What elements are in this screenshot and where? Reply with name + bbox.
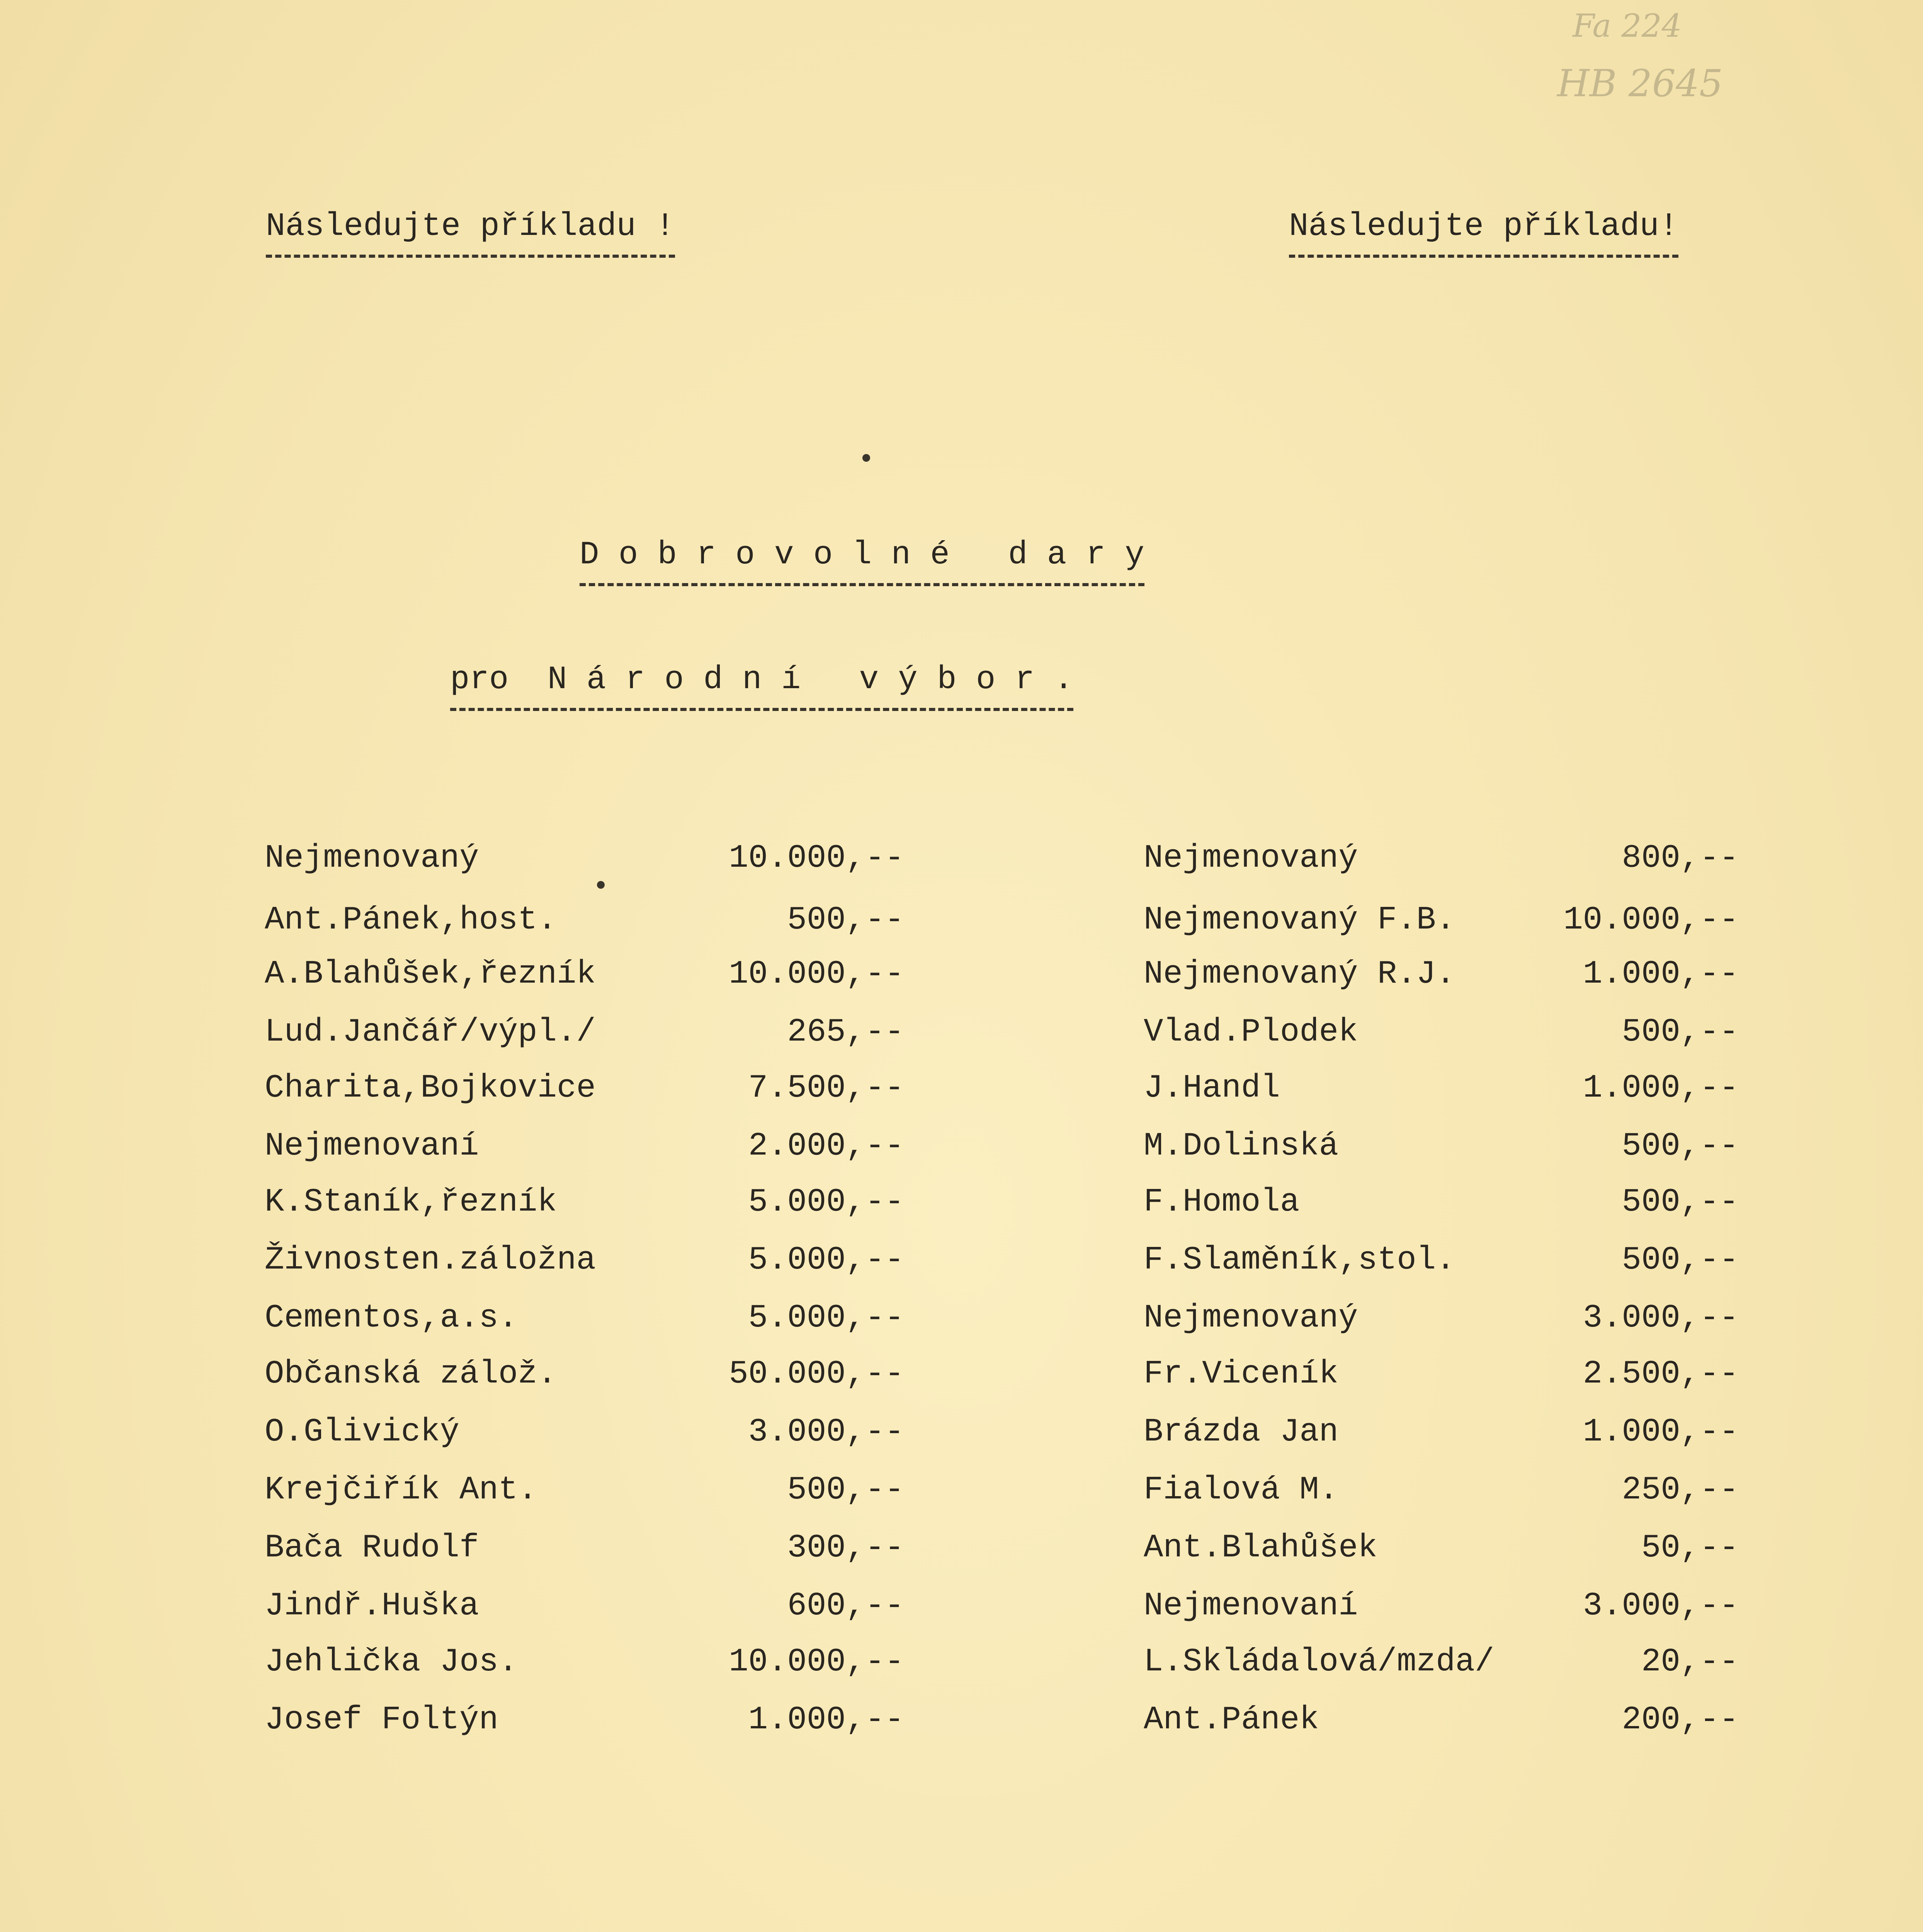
donor-name: Josef Foltýn	[265, 1702, 498, 1738]
donation-amount: 5.000,--	[748, 1300, 904, 1337]
donation-row-right	[0, 1130, 1923, 1165]
donor-name: Brázda Jan	[1144, 1414, 1339, 1451]
donor-name: Fialová M.	[1144, 1472, 1339, 1509]
donor-name: Charita,Bojkovice	[265, 1070, 596, 1107]
donation-amount: 500,--	[787, 902, 904, 939]
donation-amount: 1.000,--	[1583, 956, 1739, 993]
donation-row-right	[0, 1416, 1923, 1451]
donation-row-right	[0, 1016, 1923, 1051]
donation-row-right	[0, 904, 1923, 939]
donation-amount: 300,--	[787, 1530, 904, 1566]
donation-row-right	[0, 1244, 1923, 1279]
donor-name: Nejmenovaný	[1144, 1300, 1358, 1337]
donation-amount: 250,--	[1622, 1472, 1739, 1509]
donation-amount: 500,--	[787, 1472, 904, 1509]
donation-amount: 10.000,--	[729, 840, 904, 877]
donation-row-right	[0, 958, 1923, 993]
donation-amount: 10.000,--	[1563, 902, 1739, 939]
donation-amount: 2.500,--	[1583, 1356, 1739, 1393]
donor-name: Nejmenovaný	[265, 840, 479, 877]
donor-name: Lud.Jančář/výpl./	[265, 1014, 596, 1051]
donation-row-right	[0, 1590, 1923, 1625]
donor-name: O.Glivický	[265, 1414, 460, 1451]
donation-row-right	[0, 1186, 1923, 1221]
donor-name: Ant.Blahůšek	[1144, 1530, 1377, 1566]
donation-amount: 500,--	[1622, 1014, 1739, 1051]
donor-name: Bača Rudolf	[265, 1530, 479, 1566]
donor-name: Občanská zálož.	[265, 1356, 557, 1393]
donation-amount: 50.000,--	[729, 1356, 904, 1393]
donation-amount: 500,--	[1622, 1128, 1739, 1165]
donation-row-right	[0, 1532, 1923, 1567]
donation-row-right	[0, 1704, 1923, 1739]
donation-amount: 20,--	[1641, 1644, 1739, 1680]
donor-name: K.Staník,řezník	[265, 1184, 557, 1221]
donation-amount: 3.000,--	[1583, 1588, 1739, 1624]
donor-name: Jindř.Huška	[265, 1588, 479, 1624]
donor-name: Nejmenovaní	[1144, 1588, 1358, 1624]
donor-name: Jehlička Jos.	[265, 1644, 518, 1680]
donation-amount: 500,--	[1622, 1242, 1739, 1279]
donation-amount: 3.000,--	[1583, 1300, 1739, 1337]
donor-name: J.Handl	[1144, 1070, 1280, 1107]
ink-speck	[597, 881, 605, 889]
donation-amount: 5.000,--	[748, 1242, 904, 1279]
donor-name: F.Homola	[1144, 1184, 1300, 1221]
donor-name: L.Skládalová/mzda/	[1144, 1644, 1495, 1680]
donor-name: M.Dolinská	[1144, 1128, 1339, 1165]
donation-row-right	[0, 1358, 1923, 1393]
donation-amount: 1.000,--	[1583, 1070, 1739, 1107]
donor-name: Cementos,a.s.	[265, 1300, 518, 1337]
donation-amount: 50,--	[1641, 1530, 1739, 1566]
donation-amount: 200,--	[1622, 1702, 1739, 1738]
donation-row-right	[0, 1646, 1923, 1681]
donor-name: Nejmenovaný F.B.	[1144, 902, 1455, 939]
donation-row-right	[0, 1474, 1923, 1509]
donation-row-right	[0, 1072, 1923, 1107]
donation-row-right	[0, 1302, 1923, 1337]
donation-amount: 265,--	[787, 1014, 904, 1051]
page-subtitle: pro N á r o d n í v ý b o r .	[450, 664, 1073, 711]
donor-name: Nejmenovaní	[265, 1128, 479, 1165]
donation-amount: 600,--	[787, 1588, 904, 1624]
donation-amount: 7.500,--	[748, 1070, 904, 1107]
donation-amount: 5.000,--	[748, 1184, 904, 1221]
donation-amount: 3.000,--	[748, 1414, 904, 1451]
slogan-right: Následujte příkladu!	[1289, 211, 1678, 258]
slogan-left: Následujte příkladu !	[266, 211, 675, 258]
donor-name: Živnosten.záložna	[265, 1242, 596, 1279]
donation-amount: 10.000,--	[729, 956, 904, 993]
donor-name: Vlad.Plodek	[1144, 1014, 1358, 1051]
donation-amount: 10.000,--	[729, 1644, 904, 1680]
donor-name: Nejmenovaný	[1144, 840, 1358, 877]
ink-speck	[862, 454, 870, 462]
donation-amount: 1.000,--	[748, 1702, 904, 1738]
donor-name: Nejmenovaný R.J.	[1144, 956, 1455, 993]
handwritten-note-line1: Fa 224	[1573, 8, 1682, 44]
donation-amount: 1.000,--	[1583, 1414, 1739, 1451]
donation-amount: 2.000,--	[748, 1128, 904, 1165]
donation-row-right	[0, 842, 1923, 877]
page-title: D o b r o v o l n é d a r y	[580, 539, 1144, 586]
donation-amount: 500,--	[1622, 1184, 1739, 1221]
handwritten-note-line2: HB 2645	[1557, 62, 1723, 105]
donation-amount: 800,--	[1622, 840, 1739, 877]
donor-name: Ant.Pánek,host.	[265, 902, 557, 939]
donor-name: Fr.Viceník	[1144, 1356, 1339, 1393]
donor-name: F.Slaměník,stol.	[1144, 1242, 1455, 1279]
donor-name: Ant.Pánek	[1144, 1702, 1319, 1738]
donor-name: Krejčiřík Ant.	[265, 1472, 537, 1509]
donor-name: A.Blahůšek,řezník	[265, 956, 596, 993]
